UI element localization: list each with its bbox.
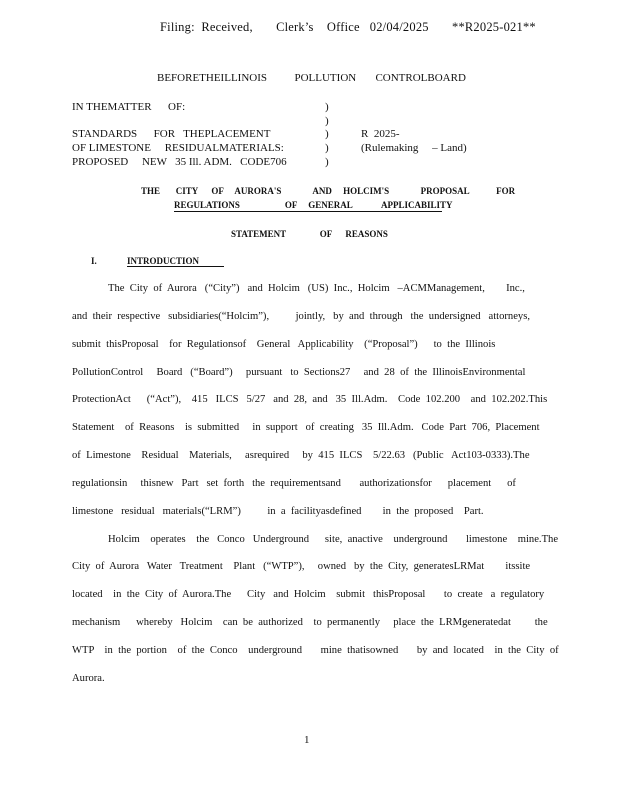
paragraph-2-line: City of Aurora Water Treatment Plant (“WTP”), owned by the City, generatesLRMat itssite	[72, 561, 531, 572]
paragraph-1-line: of Limestone Residual Materials, asrequired by 415 ILCS 5/22.63 (Public Act103-0333).The	[72, 450, 530, 461]
statement-heading: STATEMENT OF REASONS	[231, 229, 388, 239]
docket-number: R 2025-	[361, 128, 400, 140]
caption-line-1: IN THEMATTER OF:	[72, 101, 186, 113]
paragraph-2-line: Aurora.	[72, 673, 105, 684]
caption-paren: )	[325, 101, 329, 113]
paragraph-2-line: located in the City of Aurora.The City and Holcim submit thisProposal to create a regulatory	[72, 589, 545, 600]
paragraph-1-line: and their respective subsidiaries(“Holcim”), jointly, by and through the undersigned attorneys,	[72, 311, 530, 322]
caption-line-4: OF LIMESTONE RESIDUALMATERIALS:	[72, 142, 284, 154]
section-title: INTRODUCTION	[127, 256, 200, 266]
paragraph-1-line: PollutionControl Board (“Board”) pursuant to Sections27 and 28 of the IllinoisEnvironmental	[72, 367, 526, 378]
section-number: I.	[91, 256, 97, 266]
paragraph-1-line: limestone residual materials(“LRM”) in a facilityasdefined in the proposed Part.	[72, 506, 484, 517]
proposal-title-line-1: THE CITY OF AURORA'S AND HOLCIM'S PROPOSAL FOR	[141, 186, 516, 196]
board-title: BEFORETHEILLINOIS POLLUTION CONTROLBOARD	[157, 72, 466, 84]
paragraph-2-line: WTP in the portion of the Conco underground mine thatisowned by and located in the City of	[72, 645, 559, 656]
caption-paren: )	[325, 128, 329, 140]
paragraph-1-line: The City of Aurora (“City”) and Holcim (US) Inc., Holcim –ACMManagement, Inc.,	[108, 283, 525, 294]
paragraph-1-line: submit thisProposal for Regulationsof General Applicability (“Proposal”) to the Illinois	[72, 339, 496, 350]
caption-line-3: STANDARDS FOR THEPLACEMENT	[72, 128, 271, 140]
page-number: 1	[304, 734, 310, 746]
caption-paren: )	[325, 115, 329, 127]
title-underline	[174, 211, 442, 212]
paragraph-2-line: Holcim operates the Conco Underground site, anactive underground limestone mine.The	[108, 534, 559, 545]
paragraph-1-line: regulationsin thisnew Part set forth the requirementsand authorizationsfor placement of	[72, 478, 516, 489]
rulemaking-type: (Rulemaking – Land)	[361, 142, 467, 154]
caption-paren: )	[325, 142, 329, 154]
caption-line-5: PROPOSED NEW 35 Ill. ADM. CODE706	[72, 156, 287, 168]
paragraph-1-line: Statement of Reasons is submitted in support of creating 35 Ill.Adm. Code Part 706, Placement	[72, 422, 540, 433]
filing-stamp: Filing: Received, Clerk’s Office 02/04/2025 **R2025-021**	[160, 20, 536, 34]
proposal-title-line-2: REGULATIONS OF GENERAL APPLICABILITY	[174, 200, 453, 210]
section-title-underline	[127, 266, 224, 267]
paragraph-1-line: ProtectionAct (“Act”), 415 ILCS 5/27 and 28, and 35 Ill.Adm. Code 102.200 and 102.202.This	[72, 394, 548, 405]
caption-paren: )	[325, 156, 329, 168]
paragraph-2-line: mechanism whereby Holcim can be authorized to permanently place the LRMgeneratedat the	[72, 617, 548, 628]
